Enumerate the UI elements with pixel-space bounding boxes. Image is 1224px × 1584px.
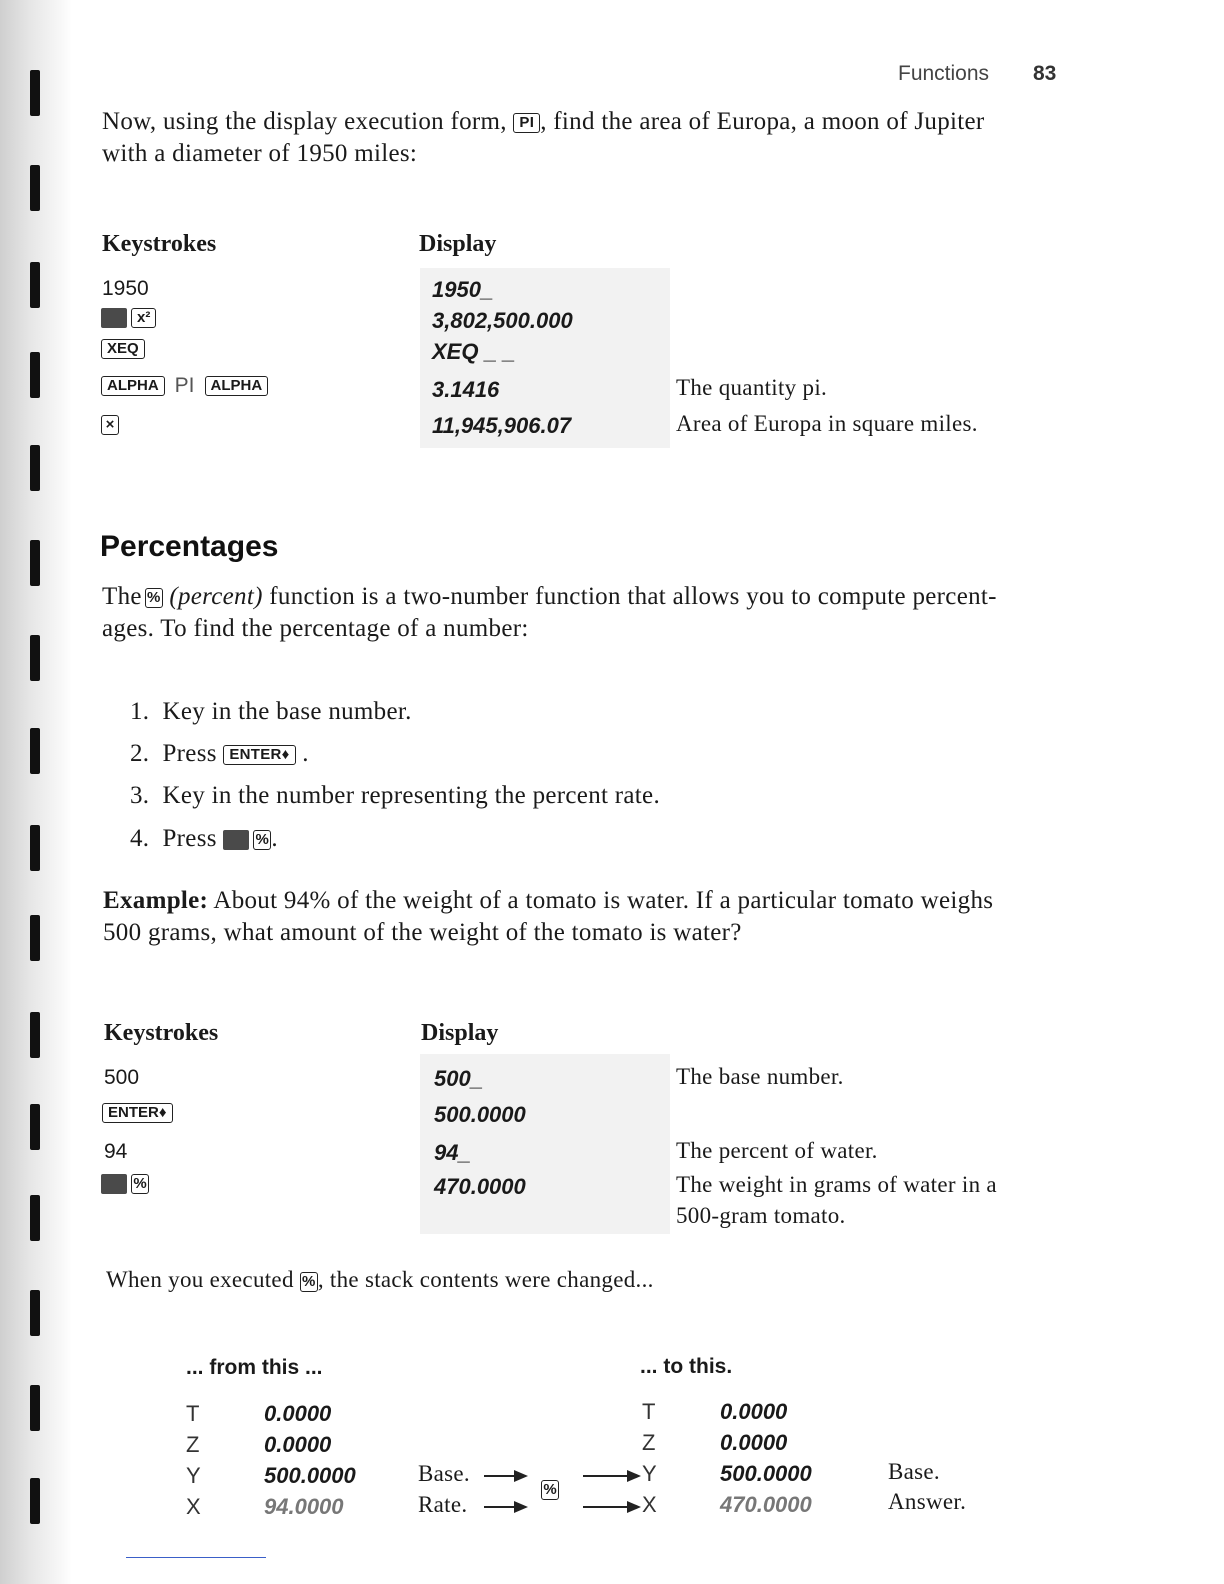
intro-line-2: with a diameter of 1950 miles: — [102, 140, 418, 167]
binding-hole — [30, 1290, 40, 1336]
stack-value: 470.0000 — [720, 1492, 812, 1517]
stack-register: T — [642, 1399, 656, 1424]
display-value: 11,945,906.07 — [432, 413, 572, 438]
step-number: 4. — [130, 825, 150, 852]
from-label: ... from this ... — [186, 1356, 323, 1379]
para-text: The — [102, 583, 142, 610]
stack-intro-text: , the stack contents were changed... — [317, 1267, 654, 1292]
binding-hole — [30, 262, 40, 308]
enter-key: ENTER♦ — [223, 745, 295, 765]
binding-hole — [30, 1385, 40, 1431]
arrow-head — [514, 1501, 528, 1513]
stack-value: 0.0000 — [264, 1432, 332, 1457]
example-line-2: 500 grams, what amount of the weight of the tomato is water? — [103, 919, 742, 946]
stack-note: Base. — [888, 1459, 940, 1484]
display-value: 3.1416 — [432, 377, 500, 402]
binding-hole — [30, 540, 40, 586]
example-label: Example: — [103, 887, 209, 914]
arrow-head — [627, 1501, 641, 1513]
binding-hole — [30, 915, 40, 961]
display-value: 94_ — [434, 1140, 471, 1165]
step-text: . — [271, 825, 278, 852]
display-value: 1950_ — [432, 277, 494, 302]
display-value: 500.0000 — [434, 1102, 526, 1127]
keystroke-entry — [101, 374, 268, 398]
stack-register: Y — [186, 1463, 201, 1488]
percent-para-line-1 — [102, 581, 997, 613]
page-number: 83 — [1033, 62, 1057, 85]
enter-key: ENTER♦ — [102, 1103, 173, 1123]
alpha-key: ALPHA — [101, 376, 165, 396]
binding-hole — [30, 165, 40, 211]
multiply-key: × — [101, 415, 119, 435]
arrow — [484, 1475, 514, 1477]
arrow-head — [627, 1470, 641, 1482]
binding-hole — [30, 635, 40, 681]
example-text: About 94% of the weight of a tomato is water. If a particular tomato weighs — [213, 887, 994, 914]
binding-hole — [30, 1104, 40, 1150]
section-heading: Percentages — [100, 530, 279, 563]
step-text: Key in the number representing the percent rate. — [162, 782, 660, 809]
stack-value: 0.0000 — [720, 1430, 788, 1455]
keystrokes-heading: Keystrokes — [104, 1020, 219, 1046]
step-item — [130, 696, 412, 728]
intro-text: , find the area of Europa, a moon of Jupiter — [540, 108, 985, 135]
keystroke-entry — [102, 1103, 173, 1123]
keystroke-entry — [101, 339, 145, 359]
alpha-key: ALPHA — [205, 376, 269, 396]
percent-para-line-2: ages. To find the percentage of a number: — [102, 615, 529, 642]
keystroke-entry — [101, 308, 156, 328]
stack-value: 0.0000 — [264, 1401, 332, 1426]
arrow — [583, 1475, 627, 1477]
display-heading: Display — [419, 231, 497, 257]
row-note: The weight in grams of water in a — [676, 1172, 997, 1197]
step-text: Press — [162, 740, 217, 767]
step-text: . — [302, 740, 309, 767]
stack-register: X — [642, 1492, 657, 1517]
arrow — [583, 1506, 627, 1508]
intro-line-1 — [102, 106, 985, 138]
x-squared-key: x² — [131, 308, 156, 328]
row-note: The percent of water. — [676, 1138, 878, 1163]
keystroke-entry: 94 — [104, 1140, 128, 1163]
step-number: 2. — [130, 740, 150, 767]
display-value: 3,802,500.000 — [432, 308, 573, 333]
stack-register: Z — [186, 1432, 200, 1457]
keystroke-entry — [101, 1174, 149, 1194]
step-text: Press — [162, 825, 217, 852]
pi-key: PI — [513, 113, 540, 133]
stack-register: X — [186, 1494, 201, 1519]
step-item — [130, 780, 660, 812]
shift-key — [223, 830, 249, 850]
binding-hole — [30, 352, 40, 398]
xeq-key: XEQ — [101, 339, 145, 359]
spiral-binding — [0, 0, 72, 1584]
rate-label: Rate. — [418, 1492, 468, 1517]
display-heading: Display — [421, 1020, 499, 1046]
row-note: The quantity pi. — [676, 375, 828, 400]
row-note: The base number. — [676, 1064, 844, 1089]
shift-key — [101, 1174, 127, 1194]
row-note: Area of Europa in square miles. — [676, 411, 978, 436]
binding-hole — [30, 1478, 40, 1524]
intro-text: Now, using the display execution form, — [102, 108, 507, 135]
step-item — [130, 738, 309, 770]
binding-hole — [30, 1012, 40, 1058]
percent-key: % — [131, 1174, 149, 1194]
row-note: 500-gram tomato. — [676, 1203, 846, 1228]
running-header: Functions — [898, 62, 990, 85]
percent-key: % — [541, 1480, 559, 1500]
stack-value: 500.0000 — [720, 1461, 812, 1486]
stack-register: Z — [642, 1430, 656, 1455]
stack-value: 0.0000 — [720, 1399, 788, 1424]
display-value: 500_ — [434, 1066, 483, 1091]
percent-key: % — [300, 1272, 318, 1292]
step-number: 1. — [130, 698, 150, 725]
percent-key: % — [253, 830, 271, 850]
display-value: XEQ _ _ — [432, 339, 516, 364]
step-text: Key in the base number. — [162, 698, 412, 725]
stack-intro-text: When you executed — [106, 1267, 294, 1292]
stack-register: T — [186, 1401, 200, 1426]
arrow — [484, 1506, 514, 1508]
keystroke-entry: 1950 — [102, 277, 149, 300]
keystroke-text: PI — [174, 374, 195, 397]
example-line-1 — [103, 885, 993, 917]
binding-hole — [30, 825, 40, 871]
percent-key: % — [145, 588, 163, 608]
keystrokes-heading: Keystrokes — [102, 231, 217, 257]
binding-hole — [30, 445, 40, 491]
stack-note: Answer. — [888, 1489, 967, 1514]
shift-key — [101, 308, 127, 328]
binding-hole — [30, 1195, 40, 1241]
binding-hole — [30, 728, 40, 774]
step-number: 3. — [130, 782, 150, 809]
step-item — [130, 823, 278, 855]
keystroke-entry — [101, 415, 119, 435]
stack-op — [541, 1480, 559, 1500]
keystroke-entry: 500 — [104, 1066, 140, 1089]
footnote-rule — [126, 1557, 266, 1558]
to-label: ... to this. — [640, 1355, 733, 1378]
stack-register: Y — [642, 1461, 657, 1486]
stack-value: 500.0000 — [264, 1463, 356, 1488]
binding-hole — [30, 70, 40, 116]
stack-intro — [106, 1267, 654, 1293]
arrow-head — [514, 1470, 528, 1482]
para-text-italic: (percent) — [169, 583, 263, 610]
para-text: function is a two-number function that allows you to compute percent- — [269, 583, 997, 610]
base-label: Base. — [418, 1461, 470, 1486]
stack-value: 94.0000 — [264, 1494, 344, 1519]
display-value: 470.0000 — [434, 1174, 526, 1199]
